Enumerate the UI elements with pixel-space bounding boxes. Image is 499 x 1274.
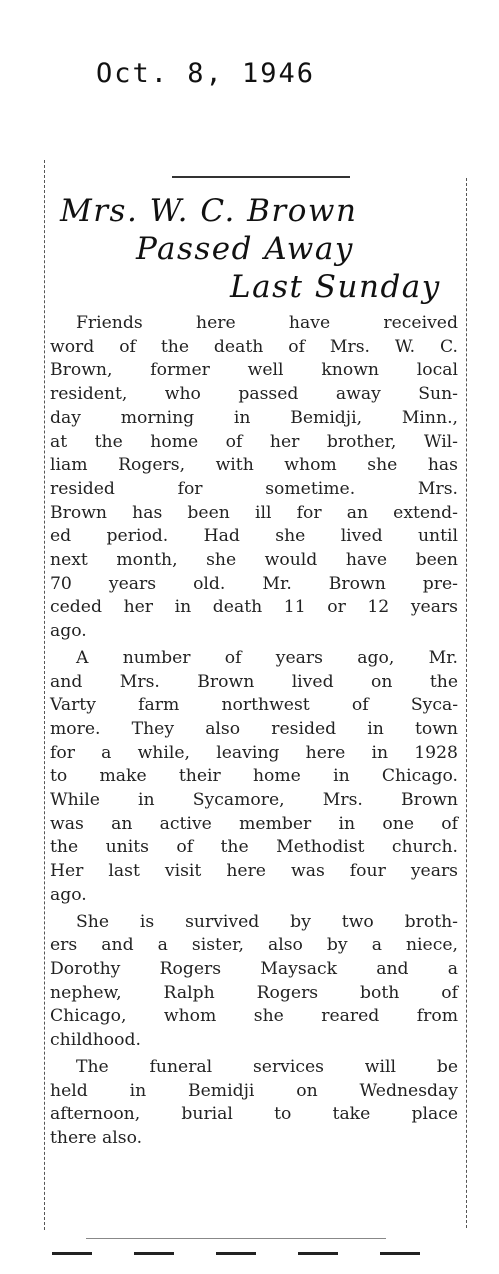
text-line: afternoon, burial to take place bbox=[50, 1104, 458, 1125]
bottom-rule bbox=[86, 1238, 386, 1239]
text-line: nephew, Ralph Rogers both of bbox=[50, 982, 458, 1003]
text-line: ceded her in death 11 or 12 years bbox=[50, 597, 458, 618]
text-line: While in Sycamore, Mrs. Brown bbox=[50, 790, 458, 811]
cut-off-glyph bbox=[216, 1252, 256, 1269]
text-line: ago. bbox=[50, 621, 87, 642]
cut-off-glyph bbox=[134, 1252, 174, 1269]
text-line: held in Bemidji on Wednesday bbox=[50, 1080, 458, 1101]
paragraph bbox=[50, 1056, 458, 1151]
headline bbox=[50, 192, 458, 306]
text-line: Brown has been ill for an extend- bbox=[50, 502, 458, 523]
text-line: and Mrs. Brown lived on the bbox=[50, 671, 458, 692]
paragraph bbox=[50, 647, 458, 908]
column-border-left bbox=[44, 160, 45, 1230]
top-rule bbox=[172, 176, 350, 178]
paragraph bbox=[50, 312, 458, 644]
text-line: day morning in Bemidji, Minn., bbox=[50, 407, 458, 428]
text-line: ers and a sister, also by a niece, bbox=[50, 935, 458, 956]
text-line: Varty farm northwest of Syca- bbox=[50, 695, 458, 716]
headline-line: Last Sunday bbox=[230, 269, 441, 305]
text-line: liam Rogers, with whom she has bbox=[50, 455, 458, 476]
cut-off-glyph bbox=[380, 1252, 420, 1269]
text-line: Friends here have received bbox=[76, 313, 458, 333]
cut-off-glyph bbox=[52, 1252, 92, 1269]
text-line: at the home of her brother, Wil- bbox=[50, 431, 458, 452]
headline-line: Passed Away bbox=[136, 231, 354, 267]
text-line: resided for sometime. Mrs. bbox=[50, 478, 458, 499]
text-line: was an active member in one of bbox=[50, 813, 458, 834]
text-line: for a while, leaving here in 1928 bbox=[50, 742, 458, 763]
text-line: 70 years old. Mr. Brown pre- bbox=[50, 573, 458, 594]
text-line: ago. bbox=[50, 884, 87, 905]
text-line: Dorothy Rogers Maysack and a bbox=[50, 958, 458, 979]
text-line: She is survived by two broth- bbox=[76, 911, 458, 932]
text-line: Brown, former well known local bbox=[50, 360, 458, 381]
paragraph bbox=[50, 911, 458, 1053]
text-line: more. They also resided in town bbox=[50, 718, 458, 739]
text-line: A number of years ago, Mr. bbox=[76, 647, 458, 668]
text-line: next month, she would have been bbox=[50, 550, 458, 571]
text-line: childhood. bbox=[50, 1030, 141, 1051]
column-border-right bbox=[466, 178, 467, 1228]
text-line: Chicago, whom she reared from bbox=[50, 1006, 458, 1027]
text-line: the units of the Methodist church. bbox=[50, 837, 458, 858]
text-line: ed period. Had she lived until bbox=[50, 526, 458, 547]
next-article-headline-fragment bbox=[52, 1252, 472, 1274]
text-line: resident, who passed away Sun- bbox=[50, 384, 458, 405]
text-line: word of the death of Mrs. W. C. bbox=[50, 336, 458, 357]
article-body bbox=[50, 312, 458, 1154]
text-line: there also. bbox=[50, 1127, 143, 1148]
text-line: The funeral services will be bbox=[76, 1056, 458, 1077]
headline-line: Mrs. W. C. Brown bbox=[60, 193, 358, 229]
cut-off-glyph bbox=[298, 1252, 338, 1269]
text-line: to make their home in Chicago. bbox=[50, 766, 458, 787]
text-line: Her last visit here was four years bbox=[50, 861, 458, 882]
clipping-date: Oct. 8, 1946 bbox=[96, 58, 316, 89]
